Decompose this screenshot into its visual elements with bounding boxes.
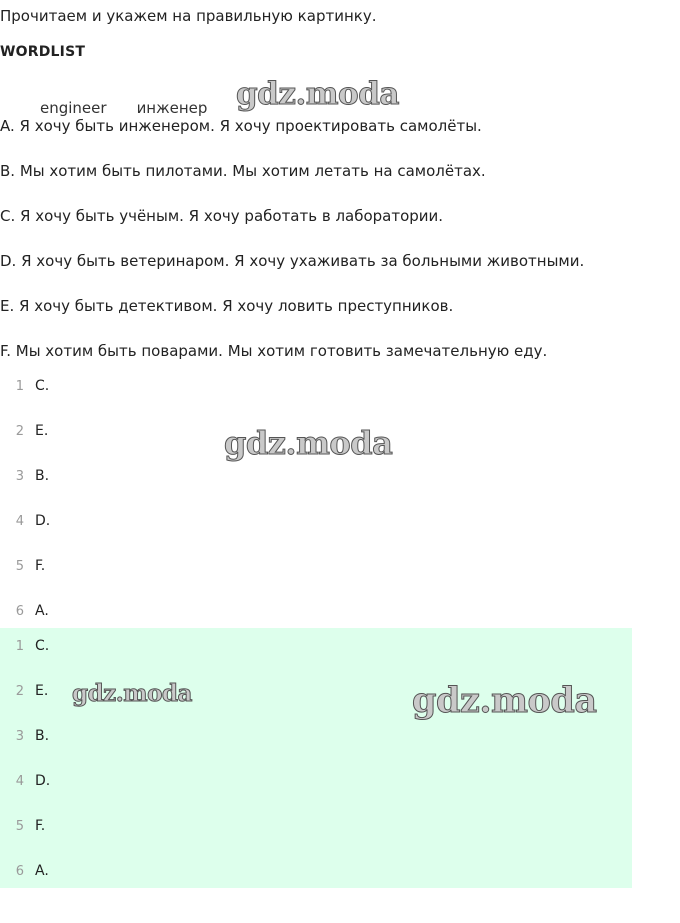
highlighted-answer-block — [0, 628, 632, 888]
wordlist-word-en: engineer — [40, 99, 107, 117]
answer-letter: B. — [35, 728, 50, 744]
task-instruction: Прочитаем и укажем на правильную картинку. — [0, 7, 377, 25]
answer-number: 3 — [15, 729, 24, 744]
answer-letter: C. — [35, 638, 50, 654]
sentence-d: D. Я хочу быть ветеринаром. Я хочу ухаживать за больными животными. — [0, 252, 585, 270]
answer-letter: E. — [35, 683, 49, 699]
answer-number: 1 — [15, 639, 24, 654]
sentence-f: F. Мы хотим быть поварами. Мы хотим готовить замечательную еду. — [0, 342, 548, 360]
answer-row — [0, 510, 50, 532]
highlighted-answer-row — [0, 725, 49, 747]
answer-letter: F. — [35, 818, 46, 834]
answer-letter: F. — [35, 558, 46, 574]
answer-row — [0, 375, 49, 397]
wordlist-heading: WORDLIST — [0, 44, 86, 60]
watermark-logo: gdz.moda — [72, 680, 192, 707]
answer-number: 1 — [15, 379, 24, 394]
sentence-c: C. Я хочу быть учёным. Я хочу работать в лаборатории. — [0, 207, 444, 225]
watermark-logo: gdz.moda — [224, 424, 393, 462]
answer-number: 6 — [15, 864, 24, 879]
answer-letter: D. — [35, 773, 51, 789]
sentence-a: A. Я хочу быть инженером. Я хочу проектировать самолёты. — [0, 117, 482, 135]
answer-number: 2 — [15, 424, 24, 439]
answer-number: 5 — [15, 559, 24, 574]
highlighted-answer-row — [0, 680, 48, 702]
answer-number: 4 — [15, 774, 24, 789]
highlighted-answer-row — [0, 770, 50, 792]
answer-number: 3 — [15, 469, 24, 484]
sentence-e: E. Я хочу быть детективом. Я хочу ловить преступников. — [0, 297, 454, 315]
wordlist-word-ru: инженер — [136, 99, 208, 117]
answer-letter: A. — [35, 603, 49, 619]
answer-row — [0, 420, 48, 442]
highlighted-answer-row — [0, 635, 49, 657]
highlighted-answer-row — [0, 860, 49, 882]
answer-letter: C. — [35, 378, 50, 394]
answer-number: 6 — [15, 604, 24, 619]
answer-number: 2 — [15, 684, 24, 699]
wordlist-entry — [40, 99, 207, 117]
watermark-logo: gdz.moda — [412, 680, 597, 721]
answer-number: 4 — [15, 514, 24, 529]
sentence-b: B. Мы хотим быть пилотами. Мы хотим летать на самолётах. — [0, 162, 486, 180]
answer-letter: A. — [35, 863, 49, 879]
answer-letter: D. — [35, 513, 51, 529]
answer-row — [0, 600, 49, 622]
highlighted-answer-row — [0, 815, 45, 837]
answer-row — [0, 465, 49, 487]
answer-row — [0, 555, 45, 577]
answer-number: 5 — [15, 819, 24, 834]
watermark-logo: gdz.moda — [236, 76, 399, 112]
answer-letter: E. — [35, 423, 49, 439]
answer-letter: B. — [35, 468, 50, 484]
